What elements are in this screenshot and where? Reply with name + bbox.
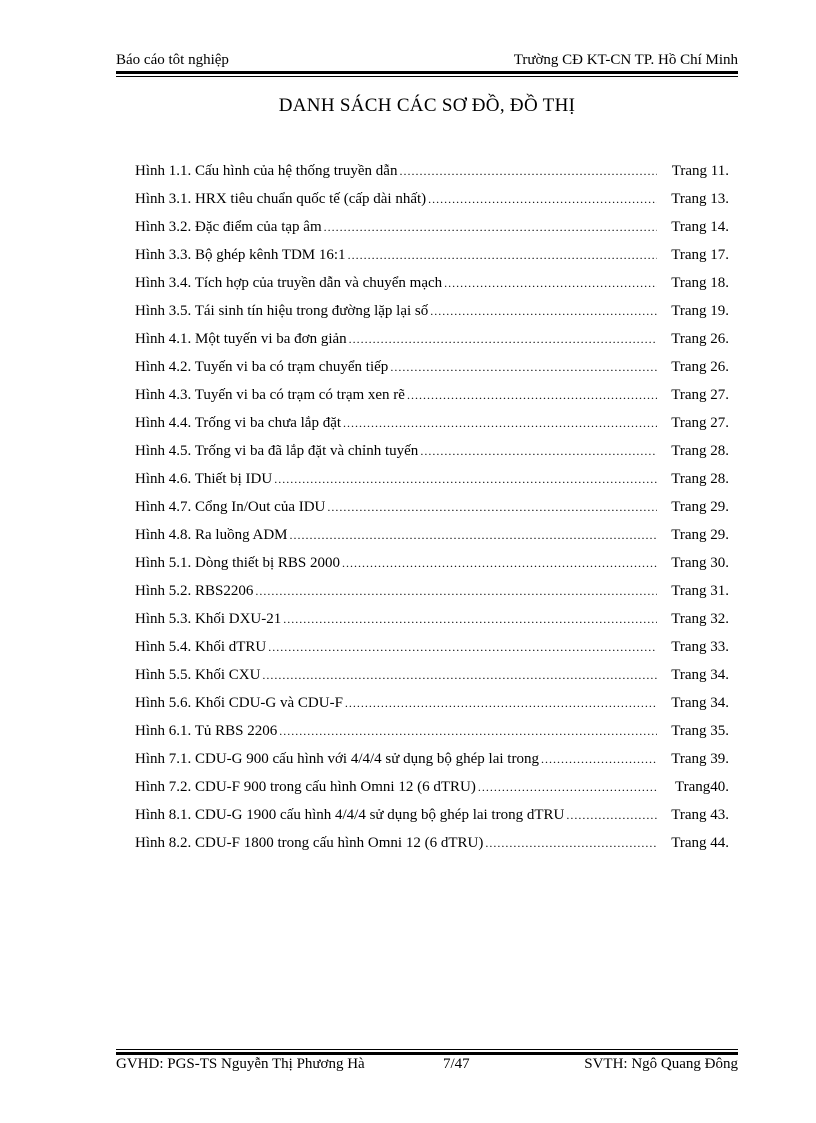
dot-leader [345, 696, 657, 711]
dot-leader [430, 304, 657, 319]
figure-entry[interactable] [135, 163, 729, 191]
footer-page-number: 7/47 [443, 1056, 470, 1072]
dot-leader [279, 724, 657, 739]
figure-entry-page: Trang40. [674, 779, 729, 795]
figure-entry-label: Hình 5.2. RBS2206 [135, 583, 254, 599]
figure-entry-label: Hình 3.3. Bộ ghép kênh TDM 16:1 [135, 247, 346, 263]
figure-entry-label: Hình 4.2. Tuyến vi ba có trạm chuyển tiếp [135, 359, 389, 375]
footer-rule [116, 1049, 738, 1055]
figure-entry[interactable] [135, 835, 729, 863]
figure-entry-label: Hình 5.1. Dòng thiết bị RBS 2000 [135, 555, 341, 571]
figure-entry[interactable] [135, 275, 729, 303]
dot-leader [485, 836, 657, 851]
figure-entry-label: Hình 4.8. Ra luồng ADM [135, 527, 288, 543]
dot-leader [444, 276, 657, 291]
figure-entry-label: Hình 4.1. Một tuyến vi ba đơn giản [135, 331, 347, 347]
dot-leader [342, 556, 657, 571]
dot-leader [478, 780, 657, 795]
figure-entry[interactable] [135, 219, 729, 247]
figure-entry[interactable] [135, 415, 729, 443]
figure-entry[interactable] [135, 247, 729, 275]
figure-entry-label: Hình 3.5. Tái sinh tín hiệu trong đường lặp lại số [135, 303, 429, 319]
figure-entry-label: Hình 4.6. Thiết bị IDU [135, 471, 273, 487]
figure-entry-page: Trang 18. [671, 275, 729, 291]
figure-entry-page: Trang 43. [671, 807, 729, 823]
figure-entry[interactable] [135, 583, 729, 611]
figure-entry-label: Hình 4.5. Trống vi ba đã lắp đặt và chỉnh tuyến [135, 443, 419, 459]
figure-entry-label: Hình 5.4. Khối dTRU [135, 639, 267, 655]
header-left-text: Báo cáo tôt nghiệp [116, 52, 229, 68]
figure-entry[interactable] [135, 191, 729, 219]
figure-entry-page: Trang 34. [671, 667, 729, 683]
figure-entry-page: Trang 28. [671, 443, 729, 459]
dot-leader [268, 640, 657, 655]
figure-entry-label: Hình 8.1. CDU-G 1900 cấu hình 4/4/4 sử dụng bộ ghép lai trong dTRU [135, 807, 565, 823]
figure-entry-page: Trang 39. [671, 751, 729, 767]
figure-entry-label: Hình 3.2. Đặc điểm của tạp âm [135, 219, 322, 235]
figure-entry[interactable] [135, 443, 729, 471]
figure-entry-label: Hình 4.3. Tuyến vi ba có trạm có trạm xen rẽ [135, 387, 405, 403]
dot-leader [390, 360, 657, 375]
figure-entry-page: Trang 26. [671, 331, 729, 347]
figure-entry-page: Trang 11. [671, 163, 729, 179]
figure-entry-label: Hình 3.4. Tích hợp của truyền dẫn và chuyển mạch [135, 275, 443, 291]
header-right-text: Trường CĐ KT-CN TP. Hồ Chí Minh [513, 52, 738, 68]
figure-entry-label: Hình 7.2. CDU-F 900 trong cấu hình Omni 12 (6 dTRU) [135, 779, 476, 795]
figure-entry[interactable] [135, 723, 729, 751]
figure-entry-page: Trang 17. [671, 247, 729, 263]
header-rule [116, 71, 738, 77]
footer-supervisor: GVHD: PGS-TS Nguyễn Thị Phương Hà [116, 1056, 365, 1072]
figure-entry[interactable] [135, 751, 729, 779]
dot-leader [420, 444, 657, 459]
figure-entry[interactable] [135, 331, 729, 359]
figure-entry-label: Hình 7.1. CDU-G 900 cấu hình với 4/4/4 sử dụng bộ ghép lai trong [135, 751, 539, 767]
figure-entry[interactable] [135, 527, 729, 555]
figure-entry-page: Trang 26. [671, 359, 729, 375]
figure-entry-page: Trang 27. [671, 387, 729, 403]
figure-entry-label: Hình 4.7. Cổng In/Out của IDU [135, 499, 326, 515]
figure-entry[interactable] [135, 555, 729, 583]
dot-leader [274, 472, 657, 487]
figure-entry-page: Trang 30. [671, 555, 729, 571]
figure-entry[interactable] [135, 471, 729, 499]
figure-entry[interactable] [135, 303, 729, 331]
figure-entry[interactable] [135, 387, 729, 415]
figure-entry-page: Trang 32. [671, 611, 729, 627]
dot-leader [428, 192, 657, 207]
dot-leader [407, 388, 657, 403]
figure-entry-page: Trang 34. [671, 695, 729, 711]
figure-entry-label: Hình 6.1. Tủ RBS 2206 [135, 723, 278, 739]
figure-entry[interactable] [135, 611, 729, 639]
figure-entry-page: Trang 31. [671, 583, 729, 599]
figure-entry[interactable] [135, 667, 729, 695]
dot-leader [255, 584, 657, 599]
figure-entry-label: Hình 4.4. Trống vi ba chưa lắp đặt [135, 415, 342, 431]
figure-list [135, 163, 729, 863]
figure-entry-page: Trang 33. [671, 639, 729, 655]
dot-leader [349, 332, 657, 347]
figure-entry-label: Hình 5.3. Khối DXU-21 [135, 611, 282, 627]
figure-entry-label: Hình 5.5. Khối CXU [135, 667, 261, 683]
dot-leader [324, 220, 657, 235]
figure-entry-page: Trang 28. [671, 471, 729, 487]
dot-leader [343, 416, 657, 431]
figure-entry[interactable] [135, 807, 729, 835]
figure-entry-page: Trang 19. [671, 303, 729, 319]
dot-leader [283, 612, 657, 627]
dot-leader [348, 248, 657, 263]
dot-leader [399, 164, 657, 179]
figure-entry-label: Hình 1.1. Cấu hình của hệ thống truyền dẫn [135, 163, 398, 179]
page-title: DANH SÁCH CÁC SƠ ĐỒ, ĐỒ THỊ [278, 95, 576, 116]
dot-leader [566, 808, 657, 823]
figure-entry-label: Hình 3.1. HRX tiêu chuẩn quốc tế (cấp dài nhất) [135, 191, 427, 207]
dot-leader [290, 528, 657, 543]
figure-entry-page: Trang 35. [671, 723, 729, 739]
page-footer [116, 1056, 738, 1076]
figure-entry[interactable] [135, 639, 729, 667]
page-header [116, 49, 738, 69]
figure-entry[interactable] [135, 359, 729, 387]
figure-entry-page: Trang 14. [671, 219, 729, 235]
footer-student: SVTH: Ngô Quang Đông [584, 1056, 738, 1072]
dot-leader [541, 752, 657, 767]
figure-entry-page: Trang 13. [671, 191, 729, 207]
figure-entry[interactable] [135, 499, 729, 527]
figure-entry-page: Trang 29. [671, 527, 729, 543]
figure-entry[interactable] [135, 695, 729, 723]
dot-leader [327, 500, 657, 515]
dot-leader [262, 668, 657, 683]
figure-entry-page: Trang 29. [671, 499, 729, 515]
figure-entry-label: Hình 8.2. CDU-F 1800 trong cấu hình Omni 12 (6 dTRU) [135, 835, 484, 851]
figure-entry-page: Trang 44. [671, 835, 729, 851]
figure-entry-page: Trang 27. [671, 415, 729, 431]
figure-entry-label: Hình 5.6. Khối CDU-G và CDU-F [135, 695, 343, 711]
figure-entry[interactable] [135, 779, 729, 807]
